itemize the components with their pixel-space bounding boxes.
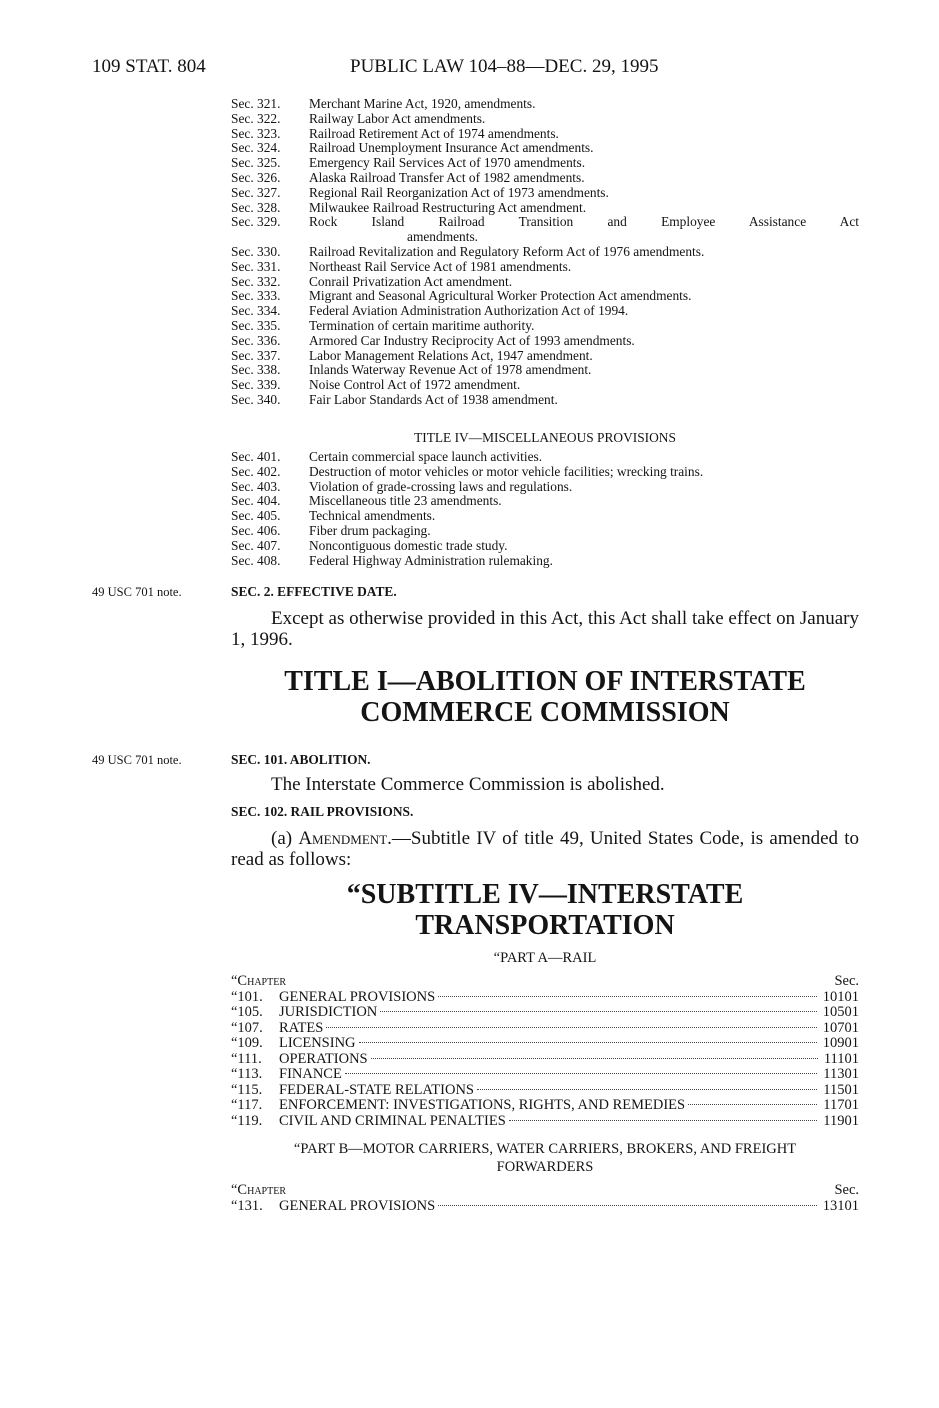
toc-entry	[231, 334, 859, 349]
page-header	[0, 56, 939, 82]
toc-entry	[231, 260, 859, 275]
chapter-number: “105.	[231, 1004, 263, 1020]
chapter-number: “111.	[231, 1050, 262, 1067]
part-a-rows	[231, 990, 859, 1130]
toc-entry	[231, 363, 859, 378]
chapter-section-number: 10101	[822, 988, 859, 1005]
chapter-number: “117.	[231, 1097, 263, 1113]
chapter-section-number: 11701	[823, 1097, 859, 1113]
chapter-row	[231, 1052, 859, 1068]
sec101-heading: SEC. 101. ABOLITION.	[231, 752, 371, 767]
toc-entry	[231, 450, 859, 465]
chapter-row	[231, 1005, 859, 1021]
toc-section-title: Regional Rail Reorganization Act of 1973 amendments.	[309, 184, 609, 200]
chapter-name: OPERATIONS	[279, 1050, 368, 1067]
toc-title-iii-list	[231, 97, 859, 408]
running-head: PUBLIC LAW 104–88—DEC. 29, 1995	[350, 56, 659, 77]
chapter-number: “113.	[231, 1066, 263, 1082]
toc-entry	[231, 245, 859, 260]
toc-entry	[231, 554, 859, 569]
toc-section-number: Sec. 334.	[231, 303, 281, 319]
toc-entry	[231, 304, 859, 319]
chapter-row	[231, 1021, 859, 1037]
part-b-chapter-table	[231, 1183, 859, 1214]
subtitle-line1: “SUBTITLE IV—INTERSTATE	[346, 879, 744, 910]
part-b-line2: FORWARDERS	[496, 1159, 594, 1175]
leader-dots	[438, 996, 817, 997]
part-b-line1: “PART B—MOTOR CARRIERS, WATER CARRIERS, BROKERS, AND FREIGHT	[293, 1141, 797, 1157]
toc-entry	[231, 465, 859, 480]
chapter-section-number: 10901	[822, 1035, 859, 1051]
toc-section-title: Migrant and Seasonal Agricultural Worker Protection Act amendments.	[309, 288, 692, 304]
toc-section-number: Sec. 322.	[231, 110, 281, 126]
chapter-name: FINANCE	[279, 1066, 342, 1082]
toc-section-number: Sec. 339.	[231, 377, 281, 393]
chapter-number: “101.	[231, 988, 263, 1005]
toc-entry	[231, 112, 859, 127]
toc-section-number: Sec. 336.	[231, 332, 281, 348]
subtitle-line2: TRANSPORTATION	[415, 910, 675, 941]
toc-section-number: Sec. 406.	[231, 522, 281, 538]
toc-entry	[231, 289, 859, 304]
chapter-row	[231, 1067, 859, 1083]
page-number: 109 STAT. 804	[92, 56, 206, 77]
toc-section-title: Railroad Retirement Act of 1974 amendments.	[309, 125, 559, 141]
toc-section-number: Sec. 328.	[231, 199, 281, 215]
toc-section-number: Sec. 326.	[231, 169, 281, 185]
toc-section-title: Federal Highway Administration rulemaking.	[309, 552, 553, 568]
chapter-name: FEDERAL-STATE RELATIONS	[279, 1081, 474, 1098]
leader-dots	[359, 1042, 817, 1043]
chapter-name: LICENSING	[279, 1035, 356, 1051]
chapter-number: “119.	[231, 1112, 263, 1129]
chapter-section-number: 11101	[823, 1050, 859, 1067]
toc-section-number: Sec. 323.	[231, 125, 281, 141]
title-i-line1: TITLE I—ABOLITION OF INTERSTATE	[284, 666, 806, 697]
toc-title-iv-heading: TITLE IV—MISCELLANEOUS PROVISIONS	[414, 430, 676, 445]
toc-section-number	[231, 230, 309, 245]
toc-section-number: Sec. 340.	[231, 391, 281, 407]
leader-dots	[477, 1089, 817, 1090]
toc-section-title: Certain commercial space launch activities.	[309, 449, 543, 464]
toc-section-title: Milwaukee Railroad Restructuring Act amendment.	[309, 199, 587, 215]
toc-entry	[231, 97, 859, 112]
toc-section-title: Noncontiguous domestic trade study.	[309, 537, 508, 553]
subsection-label: (a)	[271, 828, 299, 849]
part-a-chapter-table	[231, 974, 859, 1129]
chapter-section-number: 11501	[823, 1081, 859, 1098]
sec102-body: .—Subtitle IV of title 49, United States Code, is amended to read as follows:	[231, 828, 859, 870]
toc-entry	[231, 494, 859, 509]
toc-section-number: Sec. 324.	[231, 140, 281, 156]
leader-dots	[688, 1104, 817, 1105]
chapter-number: “107.	[231, 1019, 263, 1036]
toc-entry	[231, 141, 859, 156]
toc-entry	[231, 201, 859, 216]
leader-dots	[371, 1058, 818, 1059]
toc-section-title: Fair Labor Standards Act of 1938 amendment.	[309, 391, 558, 407]
chapter-row	[231, 1114, 859, 1130]
chapter-label: “Chapter	[231, 1182, 286, 1198]
chapter-name: JURISDICTION	[279, 1004, 378, 1020]
toc-entry	[231, 186, 859, 201]
chapter-section-number: 10701	[822, 1019, 859, 1036]
toc-entry	[231, 319, 859, 334]
toc-section-number: Sec. 403.	[231, 478, 281, 494]
toc-section-title: Conrail Privatization Act amendment.	[309, 273, 513, 289]
toc-section-number: Sec. 329.	[231, 214, 281, 230]
chapter-row	[231, 1036, 859, 1052]
leader-dots	[438, 1205, 817, 1206]
toc-entry	[231, 524, 859, 539]
toc-section-number: Sec. 331.	[231, 258, 281, 274]
toc-section-number: Sec. 332.	[231, 273, 281, 289]
toc-section-title: Federal Aviation Administration Authorization Act of 1994.	[309, 303, 629, 319]
chapter-label: “Chapter	[231, 973, 286, 989]
toc-entry	[231, 127, 859, 142]
chapter-header-row	[231, 974, 859, 990]
toc-section-number: Sec. 330.	[231, 243, 281, 259]
toc-section-title: Emergency Rail Services Act of 1970 amendments.	[309, 155, 586, 171]
chapter-number: “131.	[231, 1197, 263, 1214]
sec-label: Sec.	[834, 973, 859, 989]
chapter-name: GENERAL PROVISIONS	[279, 988, 436, 1005]
title-i-heading	[231, 666, 859, 728]
toc-section-number: Sec. 401.	[231, 449, 281, 464]
chapter-name: GENERAL PROVISIONS	[279, 1197, 436, 1214]
toc-entry	[231, 349, 859, 364]
chapter-row	[231, 1098, 859, 1114]
toc-section-title: Miscellaneous title 23 amendments.	[309, 493, 502, 509]
toc-section-title: Northeast Rail Service Act of 1981 amendments.	[309, 258, 572, 274]
toc-entry	[231, 539, 859, 554]
part-b-rows	[231, 1199, 859, 1215]
sec2-text: Except as otherwise provided in this Act, this Act shall take effect on January 1, 1996.	[231, 608, 859, 650]
chapter-number: “109.	[231, 1035, 263, 1051]
toc-entry	[231, 480, 859, 495]
sec102-text	[231, 828, 859, 870]
leader-dots	[326, 1027, 816, 1028]
chapter-name: ENFORCEMENT: INVESTIGATIONS, RIGHTS, AND REMEDIES	[279, 1097, 686, 1113]
amendment-label: Amendment	[298, 828, 388, 849]
toc-section-number: Sec. 338.	[231, 362, 281, 378]
toc-section-title: Termination of certain maritime authority.	[309, 317, 535, 333]
toc-entry	[231, 393, 859, 408]
toc-section-title: Violation of grade-crossing laws and regulations.	[309, 478, 573, 494]
toc-section-title: Labor Management Relations Act, 1947 amendment.	[309, 347, 593, 363]
toc-section-title: Merchant Marine Act, 1920, amendments.	[309, 96, 536, 111]
part-a-heading: “PART A—RAIL	[493, 950, 597, 966]
sec101-text: The Interstate Commerce Commission is abolished.	[271, 774, 665, 795]
toc-entry	[231, 230, 859, 245]
toc-entry	[231, 275, 859, 290]
toc-section-title: Inlands Waterway Revenue Act of 1978 amendment.	[309, 362, 592, 378]
subtitle-iv-heading	[231, 879, 859, 941]
toc-section-title: Fiber drum packaging.	[309, 522, 431, 538]
chapter-section-number: 11301	[823, 1066, 859, 1082]
toc-title-iv-list	[231, 450, 859, 568]
toc-section-number: Sec. 335.	[231, 317, 281, 333]
chapter-section-number: 13101	[822, 1197, 859, 1214]
chapter-section-number: 10501	[822, 1004, 859, 1020]
toc-section-number: Sec. 333.	[231, 288, 281, 304]
toc-entry	[231, 509, 859, 524]
margin-note-sec101: 49 USC 701 note.	[92, 753, 182, 767]
toc-entry	[231, 215, 859, 230]
chapter-header-row	[231, 1183, 859, 1199]
toc-entry	[231, 171, 859, 186]
chapter-row	[231, 990, 859, 1006]
toc-section-number: Sec. 408.	[231, 552, 281, 568]
leader-dots	[509, 1120, 818, 1121]
chapter-number: “115.	[231, 1081, 263, 1098]
toc-section-number: Sec. 405.	[231, 508, 281, 524]
toc-section-number: Sec. 404.	[231, 493, 281, 509]
chapter-row	[231, 1083, 859, 1099]
chapter-row	[231, 1199, 859, 1215]
toc-section-title: Railroad Revitalization and Regulatory Reform Act of 1976 amendments.	[309, 243, 705, 259]
chapter-section-number: 11901	[823, 1112, 859, 1129]
toc-section-title: Armored Car Industry Reciprocity Act of 1993 amendments.	[309, 332, 635, 348]
toc-section-title: Railway Labor Act amendments.	[309, 110, 486, 126]
sec102-heading: SEC. 102. RAIL PROVISIONS.	[231, 804, 414, 819]
title-i-line2: COMMERCE COMMISSION	[360, 697, 730, 728]
part-b-heading	[231, 1140, 859, 1176]
toc-section-title: Rock Island Railroad Transition and Employee Assistance Act	[309, 214, 859, 230]
chapter-name: RATES	[279, 1019, 324, 1036]
sec-label: Sec.	[834, 1182, 859, 1198]
sec2-heading: SEC. 2. EFFECTIVE DATE.	[231, 584, 397, 599]
toc-section-number: Sec. 321.	[231, 96, 281, 111]
toc-section-title: Technical amendments.	[309, 508, 436, 524]
toc-section-number: Sec. 407.	[231, 537, 281, 553]
chapter-name: CIVIL AND CRIMINAL PENALTIES	[279, 1112, 506, 1129]
toc-section-title: Alaska Railroad Transfer Act of 1982 amendments.	[309, 169, 585, 185]
toc-entry	[231, 378, 859, 393]
margin-note-sec2: 49 USC 701 note.	[92, 585, 182, 599]
toc-section-title: Noise Control Act of 1972 amendment.	[309, 377, 521, 393]
leader-dots	[380, 1011, 816, 1012]
toc-section-number: Sec. 327.	[231, 184, 281, 200]
toc-section-number: Sec. 402.	[231, 463, 281, 479]
toc-section-title: Destruction of motor vehicles or motor vehicle facilities; wrecking trains.	[309, 463, 704, 479]
toc-section-number: Sec. 337.	[231, 347, 281, 363]
toc-entry	[231, 156, 859, 171]
toc-section-number: Sec. 325.	[231, 155, 281, 171]
toc-section-title: amendments.	[407, 229, 479, 245]
leader-dots	[345, 1073, 817, 1074]
toc-section-title: Railroad Unemployment Insurance Act amendments.	[309, 140, 594, 156]
